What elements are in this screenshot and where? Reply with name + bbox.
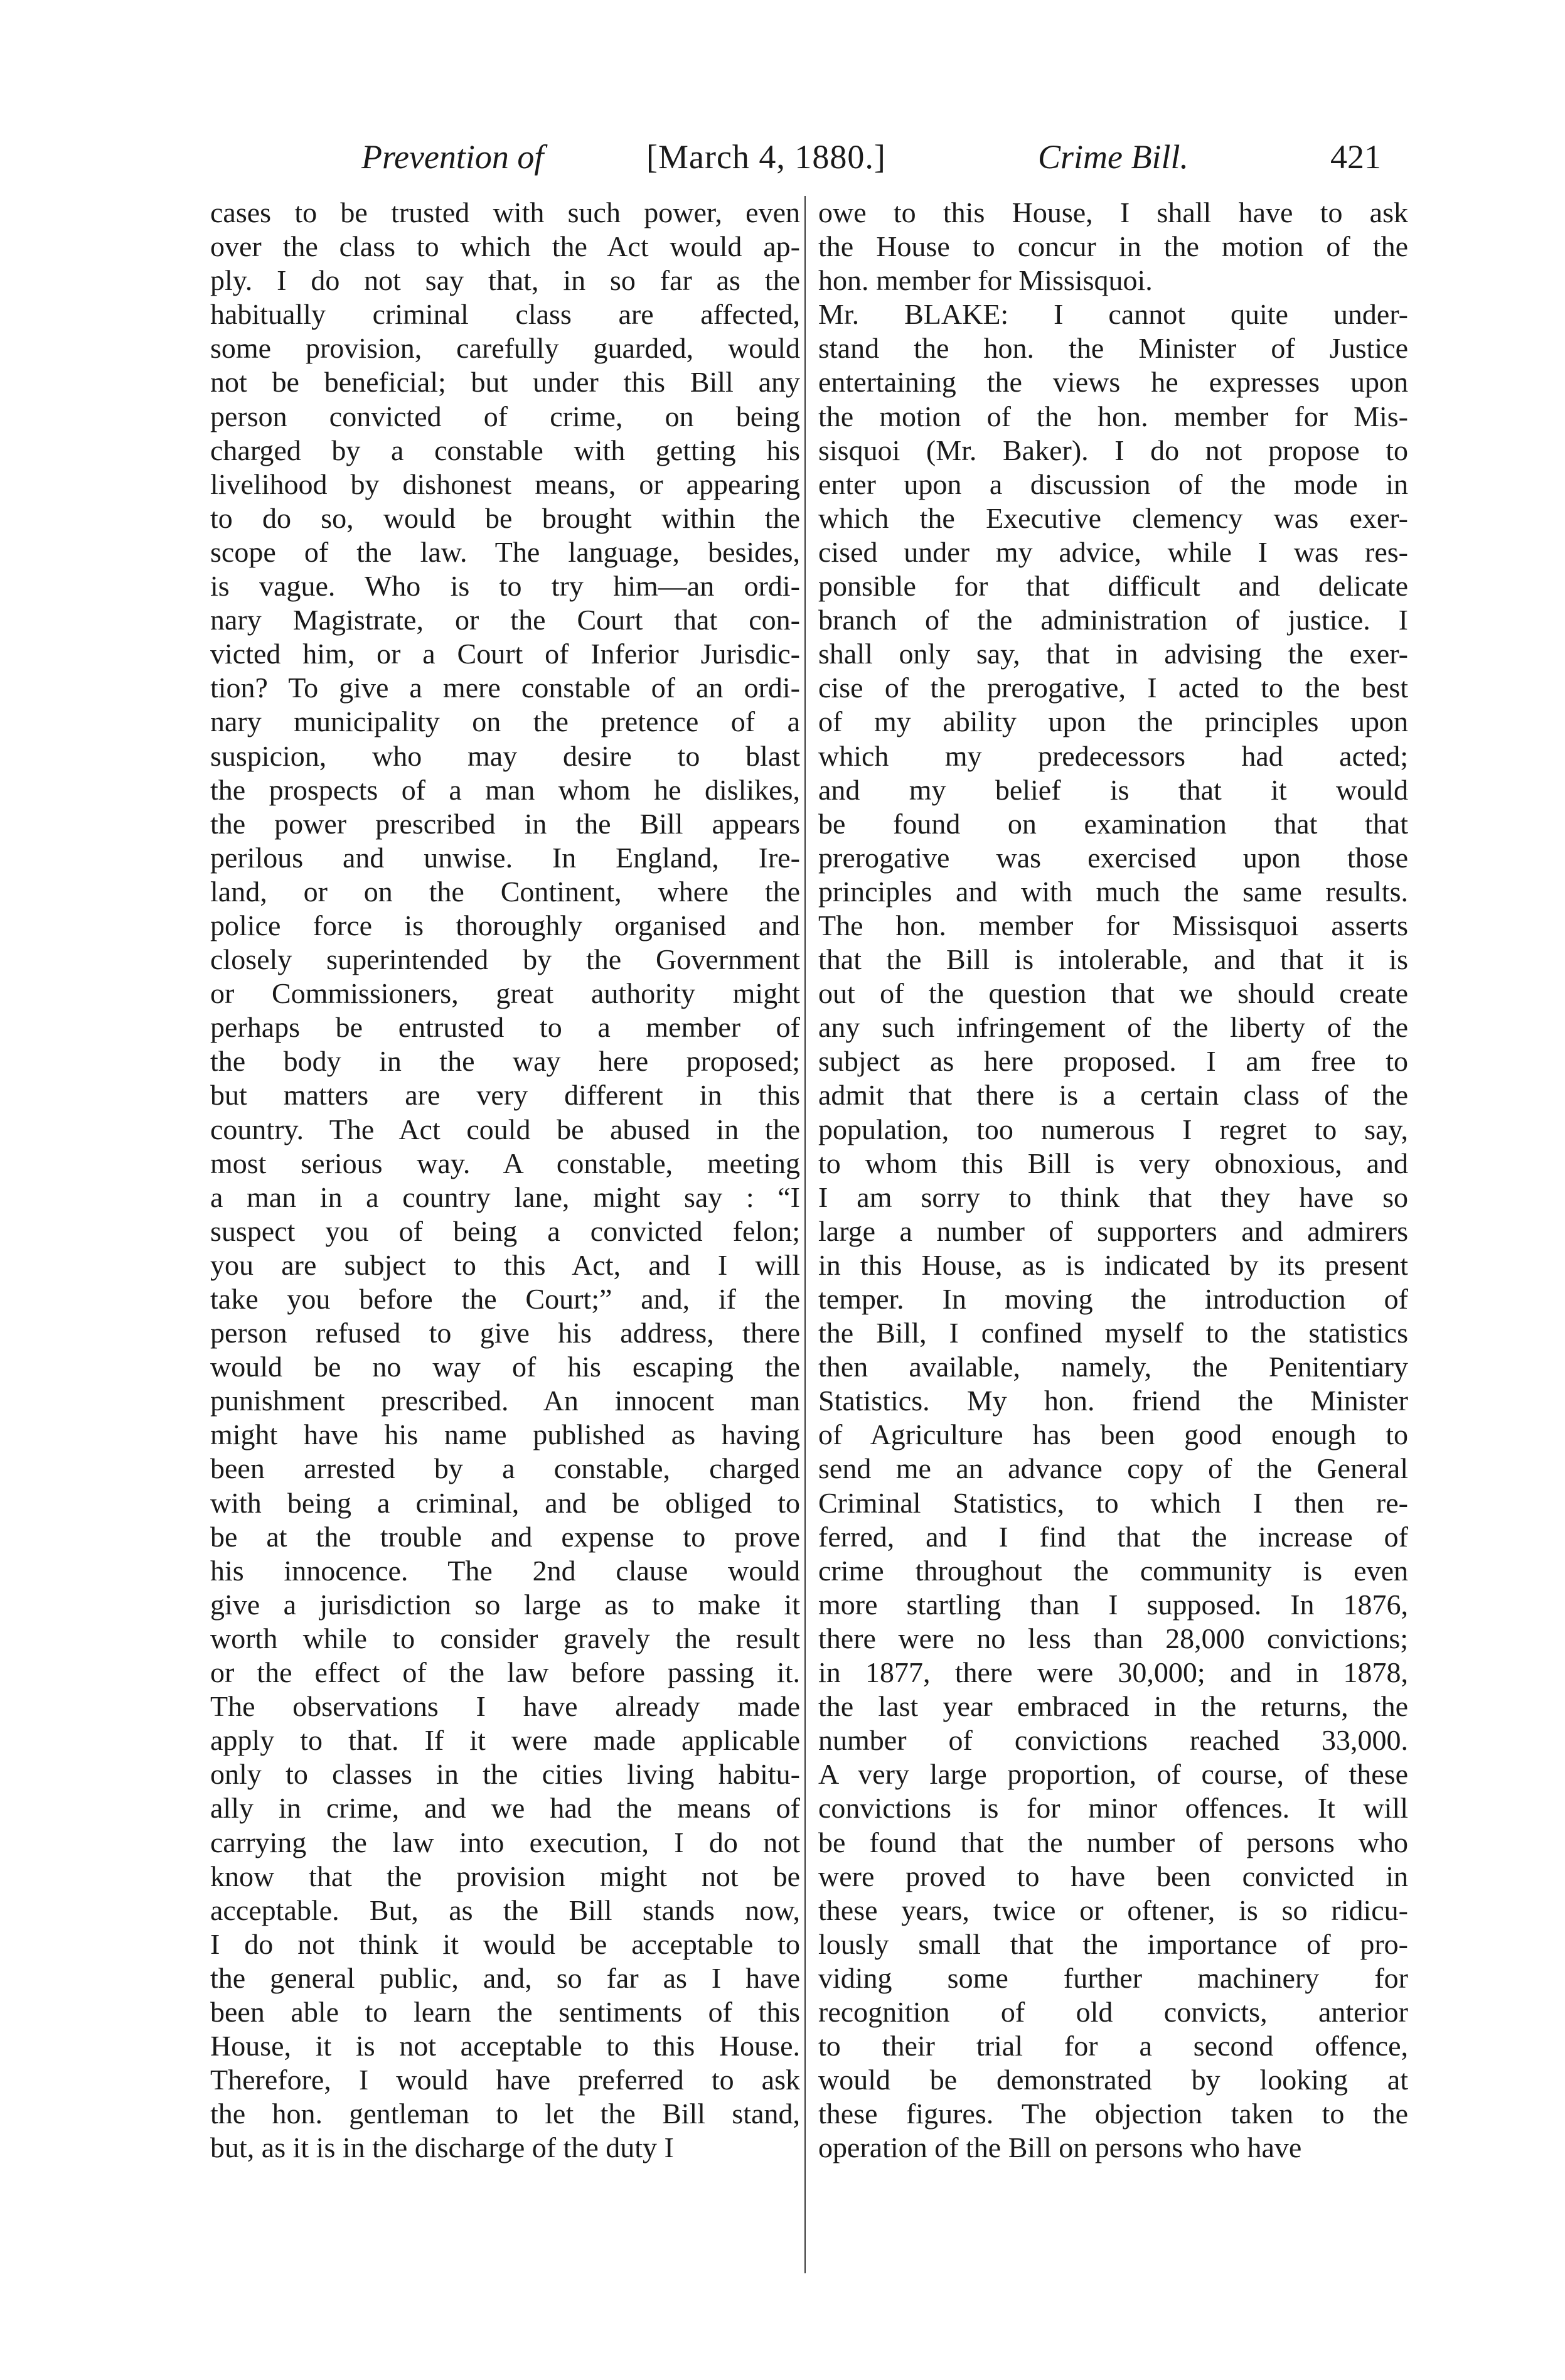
text-line: which the Executive clemency was exer- [818, 501, 1408, 534]
text-line: the Bill, I confined myself to the statistics [818, 1317, 1408, 1349]
text-line: person convicted of crime, on being [210, 400, 800, 432]
text-line: admit that there is a certain class of the [818, 1079, 1408, 1112]
text-line: cised under my advice, while I was res- [818, 535, 1408, 568]
text-line: closely superintended by the Government [210, 943, 800, 976]
text-line: lously small that the importance of pro- [818, 1927, 1408, 1960]
text-line: land, or on the Continent, where the [210, 875, 800, 908]
text-line: stand the hon. the Minister of Justice [818, 332, 1408, 365]
text-line: the general public, and, so far as I have [210, 1961, 800, 1994]
text-line: with being a criminal, and be obliged to [210, 1486, 800, 1519]
text-line: livelihood by dishonest means, or appearing [210, 468, 800, 500]
text-line: viding some further machinery for [818, 1961, 1408, 1994]
header-running-title-right: Crime Bill. [1038, 138, 1188, 176]
text-line: victed him, or a Court of Inferior Jurisdic- [210, 638, 800, 670]
text-line: suspicion, who may desire to blast [210, 739, 800, 772]
text-line: these years, twice or oftener, is so ridicu- [818, 1894, 1408, 1926]
text-line: be at the trouble and expense to prove [210, 1520, 800, 1553]
header-date: [March 4, 1880.] [646, 138, 886, 176]
text-line: scope of the law. The language, besides, [210, 535, 800, 568]
text-line: nary Magistrate, or the Court that con- [210, 604, 800, 636]
text-line: take you before the Court;” and, if the [210, 1283, 800, 1315]
text-line: owe to this House, I shall have to ask [818, 196, 1408, 228]
text-line: but, as it is in the discharge of the duty I [210, 2131, 674, 2164]
text-line: convictions is for minor offences. It will [818, 1792, 1408, 1825]
text-line: is vague. Who is to try him—an ordi- [210, 570, 800, 603]
text-line: any such infringement of the liberty of the [818, 1011, 1408, 1044]
text-line: be found on examination that that [818, 807, 1408, 840]
text-line: there were no less than 28,000 convictions; [818, 1622, 1408, 1654]
text-line: more startling than I supposed. In 1876, [818, 1588, 1408, 1621]
text-line: send me an advance copy of the General [818, 1452, 1408, 1485]
text-line: worth while to consider gravely the result [210, 1622, 800, 1654]
text-line: cases to be trusted with such power, even [210, 196, 800, 228]
text-line: temper. In moving the introduction of [818, 1283, 1408, 1315]
text-line: been arrested by a constable, charged [210, 1452, 800, 1485]
text-line: that the Bill is intolerable, and that it is [818, 943, 1408, 976]
text-line: the prospects of a man whom he dislikes, [210, 773, 800, 806]
text-line: or Commissioners, great authority might [210, 977, 800, 1010]
text-line: to do so, would be brought within the [210, 501, 800, 534]
text-line: the motion of the hon. member for Mis- [818, 400, 1408, 432]
text-line: branch of the administration of justice. I [818, 604, 1408, 636]
text-line: the power prescribed in the Bill appears [210, 807, 800, 840]
text-line: Mr. BLAKE: I cannot quite under- [818, 298, 1408, 331]
text-line: the last year embraced in the returns, the [818, 1690, 1408, 1723]
text-line: carrying the law into execution, I do not [210, 1826, 800, 1858]
text-line: operation of the Bill on persons who have [818, 2131, 1302, 2164]
text-line: A very large proportion, of course, of these [818, 1758, 1408, 1791]
text-line: know that the provision might not be [210, 1860, 800, 1892]
header-running-title-left: Prevention of [361, 138, 544, 176]
text-line: been able to learn the sentiments of this [210, 1995, 800, 2028]
text-line: or the effect of the law before passing it. [210, 1656, 800, 1689]
text-line: and my belief is that it would [818, 773, 1408, 806]
text-line: apply to that. If it were made applicable [210, 1724, 800, 1757]
right-text-column [818, 196, 1408, 2286]
text-line: you are subject to this Act, and I will [210, 1248, 800, 1281]
text-line: person refused to give his address, there [210, 1317, 800, 1349]
text-line: population, too numerous I regret to say, [818, 1113, 1408, 1145]
text-line: only to classes in the cities living habitu- [210, 1758, 800, 1791]
text-line: of my ability upon the principles upon [818, 705, 1408, 738]
text-line: out of the question that we should create [818, 977, 1408, 1010]
text-line: ponsible for that difficult and delicate [818, 570, 1408, 603]
text-line: entertaining the views he expresses upon [818, 366, 1408, 399]
text-line: perilous and unwise. In England, Ire- [210, 841, 800, 874]
text-line: I do not think it would be acceptable to [210, 1927, 800, 1960]
text-line: these figures. The objection taken to the [818, 2098, 1408, 2130]
text-line: over the class to which the Act would ap- [210, 230, 800, 263]
text-line: House, it is not acceptable to this House. [210, 2030, 800, 2062]
text-line: Statistics. My hon. friend the Minister [818, 1385, 1408, 1417]
column-divider [804, 196, 806, 2273]
text-line: be found that the number of persons who [818, 1826, 1408, 1858]
text-line: to whom this Bill is very obnoxious, and [818, 1147, 1408, 1179]
page-header [201, 132, 1406, 182]
text-line: the hon. gentleman to let the Bill stand, [210, 2098, 800, 2130]
text-line: prerogative was exercised upon those [818, 841, 1408, 874]
text-line: in this House, as is indicated by its present [818, 1248, 1408, 1281]
text-line: some provision, carefully guarded, would [210, 332, 800, 365]
left-text-column [210, 196, 800, 2286]
text-line: charged by a constable with getting his [210, 434, 800, 466]
text-line: his innocence. The 2nd clause would [210, 1554, 800, 1587]
text-line: punishment prescribed. An innocent man [210, 1385, 800, 1417]
text-line: then available, namely, the Penitentiary [818, 1351, 1408, 1383]
text-line: of Agriculture has been good enough to [818, 1418, 1408, 1451]
text-line: enter upon a discussion of the mode in [818, 468, 1408, 500]
text-line: were proved to have been convicted in [818, 1860, 1408, 1892]
text-line: but matters are very different in this [210, 1079, 800, 1112]
text-line: principles and with much the same results. [818, 875, 1408, 908]
text-line: recognition of old convicts, anterior [818, 1995, 1408, 2028]
text-line: might have his name published as having [210, 1418, 800, 1451]
text-line: subject as here proposed. I am free to [818, 1045, 1408, 1078]
text-line: habitually criminal class are affected, [210, 298, 800, 331]
text-line: not be beneficial; but under this Bill any [210, 366, 800, 399]
text-line: to their trial for a second offence, [818, 2030, 1408, 2062]
text-line: the House to concur in the motion of the [818, 230, 1408, 263]
text-line: the body in the way here proposed; [210, 1045, 800, 1078]
text-line: ply. I do not say that, in so far as the [210, 264, 800, 297]
text-line: would be demonstrated by looking at [818, 2064, 1408, 2096]
text-line: cise of the prerogative, I acted to the best [818, 672, 1408, 704]
text-line: hon. member for Missisquoi. [818, 264, 1153, 297]
text-line: Criminal Statistics, to which I then re- [818, 1486, 1408, 1519]
text-line: The hon. member for Missisquoi asserts [818, 909, 1408, 941]
text-line: nary municipality on the pretence of a [210, 705, 800, 738]
text-line: sisquoi (Mr. Baker). I do not propose to [818, 434, 1408, 466]
text-line: tion? To give a mere constable of an ordi- [210, 672, 800, 704]
text-line: would be no way of his escaping the [210, 1351, 800, 1383]
text-line: The observations I have already made [210, 1690, 800, 1723]
text-line: large a number of supporters and admirers [818, 1214, 1408, 1247]
text-line: crime throughout the community is even [818, 1554, 1408, 1587]
text-line: most serious way. A constable, meeting [210, 1147, 800, 1179]
text-line: Therefore, I would have preferred to ask [210, 2064, 800, 2096]
text-line: in 1877, there were 30,000; and in 1878, [818, 1656, 1408, 1689]
text-line: suspect you of being a convicted felon; [210, 1214, 800, 1247]
text-line: number of convictions reached 33,000. [818, 1724, 1408, 1757]
text-line: country. The Act could be abused in the [210, 1113, 800, 1145]
text-line: I am sorry to think that they have so [818, 1181, 1408, 1213]
page-number: 421 [1330, 138, 1381, 176]
text-line: ally in crime, and we had the means of [210, 1792, 800, 1825]
text-line: a man in a country lane, might say : “I [210, 1181, 800, 1213]
text-line: which my predecessors had acted; [818, 739, 1408, 772]
text-line: police force is thoroughly organised and [210, 909, 800, 941]
text-line: acceptable. But, as the Bill stands now, [210, 1894, 800, 1926]
text-line: shall only say, that in advising the exer- [818, 638, 1408, 670]
text-line: ferred, and I find that the increase of [818, 1520, 1408, 1553]
text-line: give a jurisdiction so large as to make it [210, 1588, 800, 1621]
text-line: perhaps be entrusted to a member of [210, 1011, 800, 1044]
